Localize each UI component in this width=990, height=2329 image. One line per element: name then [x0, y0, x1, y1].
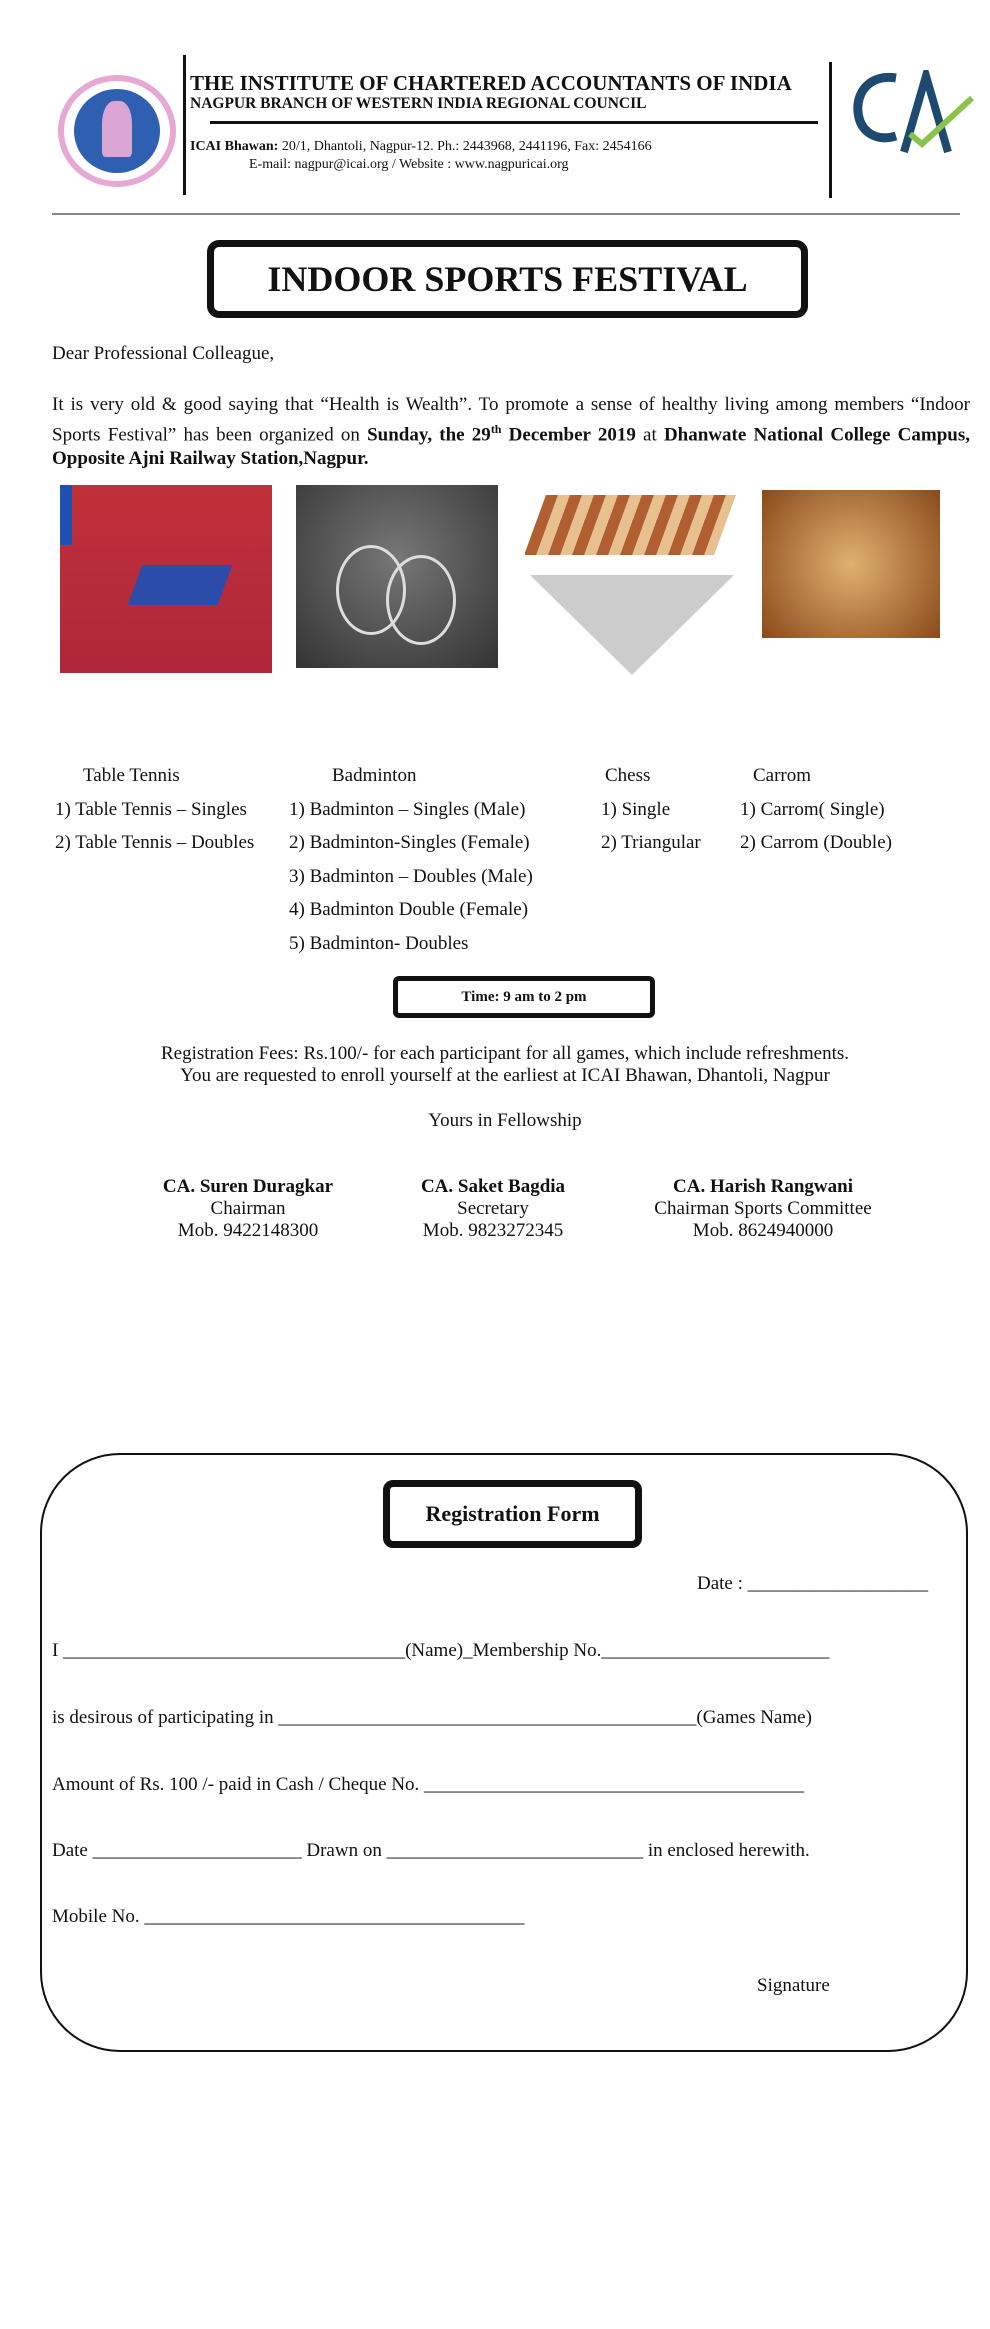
sport-heading: Chess — [605, 765, 651, 786]
sport-item: 2) Triangular — [601, 832, 701, 853]
sport-column-badminton — [289, 765, 533, 966]
ca-logo — [852, 70, 982, 160]
header-bottom-rule — [52, 213, 960, 215]
form-title-box — [383, 1480, 642, 1548]
chess-image — [525, 490, 740, 685]
badminton-image — [296, 485, 498, 668]
signatory: CA. Saket Bagdia Secretary Mob. 9823272345 — [420, 1176, 566, 1241]
form-title: Registration Form — [425, 1501, 600, 1526]
signatory: CA. Suren Duragkar Chairman Mob. 9422148300 — [162, 1176, 334, 1241]
fees-text: Registration Fees: Rs.100/- for each participant for all games, which include refreshments. You are requested to enroll yourself at the earliest at ICAI Bhawan, Dhantoli, Nagpur — [160, 1043, 850, 1086]
branch-name: NAGPUR BRANCH OF WESTERN INDIA REGIONAL COUNCIL — [190, 95, 647, 112]
org-title: THE INSTITUTE OF CHARTERED ACCOUNTANTS OF INDIA — [190, 71, 792, 95]
address: ICAI Bhawan: 20/1, Dhantoli, Nagpur-12. Ph.: 2443968, 2441196, Fax: 2454166 — [190, 139, 652, 154]
sport-item: 5) Badminton- Doubles — [289, 932, 469, 954]
sport-heading: Carrom — [753, 765, 812, 786]
form-line-mobile: Mobile No. ________________________________________ — [52, 1906, 525, 1927]
form-date: Date : ___________________ — [697, 1573, 929, 1594]
icai-logo — [58, 75, 176, 187]
contact: E-mail: nagpur@icai.org / Website : www.nagpuricai.org — [249, 157, 569, 172]
closing: Yours in Fellowship — [428, 1110, 582, 1131]
sport-column-chess — [601, 765, 701, 866]
intro-paragraph: It is very old & good saying that “Health is Wealth”. To promote a sense of healthy living among members “Indoor Sports Festival” has been organized on Sunday, the 29th December 2019 at Dhanwate National College Campus, Opposite Ajni Railway Station,Nagpur. — [52, 394, 971, 470]
header-divider — [183, 55, 186, 195]
sport-item: 2) Table Tennis – Doubles — [55, 832, 255, 853]
form-line-name: I ____________________________________(Name)_Membership No.________________________ — [52, 1640, 830, 1661]
carrom-image — [762, 490, 940, 638]
signatory: CA. Harish Rangwani Chairman Sports Committee Mob. 8624940000 — [654, 1176, 872, 1241]
event-title: INDOOR SPORTS FESTIVAL — [267, 259, 748, 299]
sport-item: 4) Badminton Double (Female) — [289, 899, 529, 920]
sport-item: 1) Single — [601, 798, 671, 820]
salutation: Dear Professional Colleague, — [52, 343, 275, 364]
event-time: Time: 9 am to 2 pm — [461, 988, 587, 1005]
sport-column-carrom — [740, 765, 892, 866]
sport-item: 2) Badminton-Singles (Female) — [289, 832, 530, 853]
time-box — [393, 976, 655, 1018]
sport-item: 3) Badminton – Doubles (Male) — [289, 865, 533, 887]
table-tennis-image — [60, 485, 272, 673]
sport-heading: Badminton — [332, 765, 417, 786]
sport-item: 1) Table Tennis – Singles — [55, 798, 247, 820]
form-line-cheque: Date ______________________ Drawn on ___________________________ in enclosed herewith. — [52, 1840, 810, 1861]
form-line-amount: Amount of Rs. 100 /- paid in Cash / Cheque No. ________________________________________ — [52, 1774, 805, 1795]
sport-column-table-tennis — [55, 765, 254, 866]
event-title-box — [207, 240, 808, 318]
header-rule — [210, 121, 818, 124]
sport-item: 1) Badminton – Singles (Male) — [289, 798, 526, 820]
sport-item: 2) Carrom (Double) — [740, 832, 892, 853]
sport-item: 1) Carrom( Single) — [740, 798, 885, 820]
form-line-games: is desirous of participating in ____________________________________________(Games Name) — [52, 1707, 812, 1728]
header-divider-right — [829, 62, 832, 198]
form-signature: Signature — [757, 1975, 830, 1996]
sport-heading: Table Tennis — [83, 765, 180, 786]
